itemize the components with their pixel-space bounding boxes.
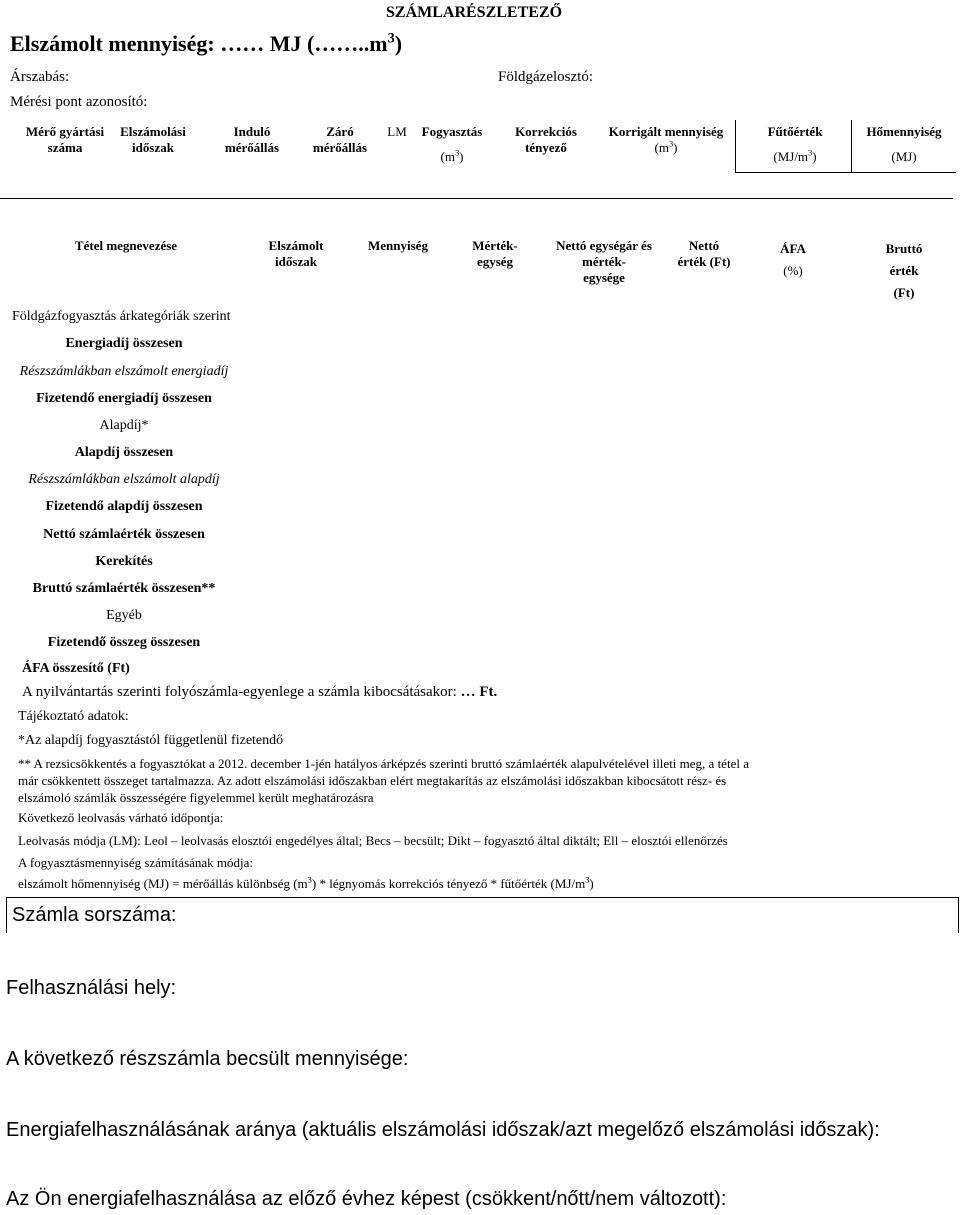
note-utility-reduction-l2: már csökkentett összeget tartalmazza. Az adott elszámolási időszakban elért megtakarítás az elszámolási időszakban kibocsátott rész- és — [18, 773, 727, 788]
usage-comparison-label: Az Ön energiafelhasználása az előző évhez képest (csökkent/nőtt/nem változott): — [6, 1188, 727, 1210]
settled-quantity-close: ) — [394, 31, 403, 56]
invoice-box-left — [6, 897, 7, 933]
item-row-base-fee-total: Alapdíj összesen — [74, 445, 174, 460]
meter-header-corrected-tail: ) — [673, 140, 678, 155]
meter-header-correction — [498, 124, 594, 156]
meter-header-heat — [852, 124, 956, 165]
items-header-quantity — [356, 238, 440, 254]
item-row-other: Egyéb — [106, 608, 142, 623]
reading-mode: Leolvasás módja (LM): Leol – leolvasás elosztói engedélyes által; Becs – becsült; Dikt – fogyasztó által diktált; Ell – elosztói ellenőrzés — [18, 833, 728, 848]
items-header-unit — [462, 238, 528, 270]
items-header-unit-price-l1: Nettó egységár és — [556, 238, 652, 253]
calc-formula-part1: elszámolt hőmennyiség (MJ) = mérőállás különbség (m — [18, 876, 308, 891]
meter-header-start-l1: Induló — [233, 124, 271, 139]
items-header-quantity-l1: Mennyiség — [368, 238, 428, 253]
document-title: SZÁMLARÉSZLETEZŐ — [386, 4, 563, 21]
item-row-energy-total: Energiadíj összesen — [65, 336, 183, 351]
pricing-label: Árszabás: — [10, 69, 70, 85]
meter-header-lm-l1: LM — [387, 124, 407, 139]
meter-header-lm — [384, 124, 410, 140]
settled-quantity-text: Elszámolt mennyiség: …… MJ (……..m — [10, 31, 388, 56]
items-header-unit-price — [544, 238, 664, 286]
info-label: Tájékoztató adatok: — [18, 709, 129, 724]
meter-header-consumption-l2 — [414, 149, 490, 165]
items-header-unit-price-l3: egysége — [583, 270, 625, 285]
meter-header-calorific-l2 — [740, 149, 850, 165]
items-header-name — [0, 238, 252, 254]
vat-summary: ÁFA összesítő (Ft) — [22, 661, 130, 676]
items-header-net-l2: érték (Ft) — [677, 254, 731, 269]
invoice-number-label: Számla sorszáma: — [12, 904, 177, 926]
meter-header-corrected-l2 — [598, 140, 734, 156]
calc-formula-part3: ) — [589, 876, 594, 891]
meter-header-end — [300, 124, 380, 156]
item-row-gross-total: Bruttó számlaérték összesen** — [32, 581, 216, 596]
items-header-vat — [762, 238, 824, 282]
note-utility-reduction-l1: ** A rezsicsökkentés a fogyasztókat a 2012. december 1-jén hatályos árképzés szerinti bruttó számlaérték alapulvételével illeti meg, a tétel a — [18, 756, 749, 771]
meter-header-consumption-unit: (m — [440, 149, 455, 164]
meter-header-consumption-sup: 3 — [454, 147, 460, 158]
account-balance-amount: … Ft. — [460, 684, 498, 700]
calc-formula — [18, 876, 594, 892]
items-header-gross-l2: érték — [889, 263, 919, 278]
item-row-partial-energy: Részszámlákban elszámolt energiadíj — [19, 364, 229, 379]
item-row-net-total: Nettó számlaérték összesen — [43, 527, 205, 542]
item-row-partial-base-fee: Részszámlákban elszámolt alapdíj — [28, 472, 220, 487]
calc-formula-sup1: 3 — [307, 874, 312, 885]
meter-header-period — [108, 124, 198, 156]
meter-header-calorific-sup: 3 — [808, 147, 813, 158]
meter-header-period-l2: időszak — [132, 140, 174, 155]
item-row-base-fee: Alapdíj* — [99, 418, 149, 433]
calc-method: A fogyasztásmennyiség számításának módja: — [18, 855, 254, 870]
items-header-name-l1: Tétel megnevezése — [74, 238, 178, 253]
account-balance — [22, 684, 497, 701]
items-header-gross-l3: (Ft) — [893, 285, 915, 300]
next-estimate-label: A következő részszámla becsült mennyisége: — [6, 1048, 409, 1070]
items-header-gross-l1: Bruttó — [885, 241, 923, 256]
meter-header-corrected — [598, 124, 734, 156]
items-header-gross — [866, 238, 942, 304]
item-row-rounding: Kerekítés — [95, 554, 153, 569]
meter-header-consumption-tail: ) — [459, 149, 464, 164]
items-header-period-l2: időszak — [275, 254, 317, 269]
items-header-period — [256, 238, 336, 270]
item-row-category: Földgázfogyasztás árkategóriák szerint — [12, 309, 231, 324]
meter-header-corrected-unit: (m — [654, 140, 669, 155]
calc-formula-part2: ) * légnyomás korrekciós tényező * fűtőérték (MJ/m — [311, 876, 586, 891]
meter-header-corrected-sup: 3 — [668, 138, 674, 149]
meter-header-start-l2: mérőállás — [224, 140, 280, 155]
items-header-unit-l1: Mérték- — [472, 238, 518, 253]
meter-point-label: Mérési pont azonosító: — [10, 94, 148, 110]
meter-header-calorific-unit: (MJ/m — [773, 149, 809, 164]
meter-header-corrected-l1: Korrigált mennyiség — [608, 124, 724, 139]
invoice-box-right — [958, 897, 959, 933]
usage-ratio-label: Energiafelhasználásának aránya (aktuális elszámolási időszak/azt megelőző elszámolási időszak): — [6, 1119, 880, 1141]
items-header-vat-l1: ÁFA — [780, 241, 806, 256]
meter-header-period-l1: Elszámolási — [120, 124, 186, 139]
meter-header-serial-l2: száma — [47, 140, 83, 155]
calc-formula-sup2: 3 — [585, 874, 590, 885]
item-row-payable-total: Fizetendő összeg összesen — [47, 635, 201, 650]
meter-divider — [851, 120, 852, 172]
meter-header-calorific — [740, 124, 850, 165]
meter-header-consumption — [414, 124, 490, 165]
item-row-payable-energy: Fizetendő energiadíj összesen — [36, 391, 212, 406]
items-header-vat-l2: (%) — [783, 263, 803, 278]
usage-place-label: Felhasználási hely: — [6, 977, 177, 999]
meter-header-heat-l2: (MJ) — [891, 149, 917, 164]
account-balance-text: A nyilvántartás szerinti folyószámla-egyenlege a számla kibocsátásakor: — [22, 684, 457, 700]
invoice-box-top — [6, 897, 958, 898]
note-base-fee: *Az alapdíj fogyasztástól függetlenül fizetendő — [18, 733, 284, 748]
meter-header-serial-l1: Mérő gyártási — [25, 124, 105, 139]
distributor-label: Földgázelosztó: — [498, 69, 593, 85]
items-header-unit-price-l2: mérték- — [581, 254, 627, 269]
meter-header-correction-l2: tényező — [525, 140, 567, 155]
meter-header-calorific-tail: ) — [812, 149, 817, 164]
meter-header-consumption-l1: Fogyasztás — [421, 124, 483, 139]
items-header-period-l1: Elszámolt — [268, 238, 324, 253]
note-utility-reduction — [18, 755, 749, 806]
meter-header-end-l2: mérőállás — [312, 140, 368, 155]
items-header-net-l1: Nettó — [688, 238, 720, 253]
meter-header-start — [212, 124, 292, 156]
meter-header-end-l1: Záró — [326, 124, 354, 139]
items-header-unit-l2: egység — [476, 254, 514, 269]
note-utility-reduction-l3: elszámoló számlák összességére figyelemmel került meghatározásra — [18, 790, 374, 805]
meter-header-heat-l1: Hőmennyiség — [866, 124, 942, 139]
meter-header-correction-l1: Korrekciós — [515, 124, 577, 139]
meter-divider — [735, 120, 736, 172]
meter-header-calorific-l1: Fűtőérték — [767, 124, 823, 139]
settled-quantity — [10, 31, 402, 57]
settled-quantity-sup: 3 — [387, 30, 395, 47]
next-reading: Következő leolvasás várható időpontja: — [18, 810, 224, 825]
meter-header-serial — [22, 124, 108, 156]
item-row-payable-base-fee: Fizetendő alapdíj összesen — [45, 499, 203, 514]
section-divider — [0, 198, 953, 199]
items-header-net — [664, 238, 744, 270]
meter-divider — [735, 172, 956, 173]
